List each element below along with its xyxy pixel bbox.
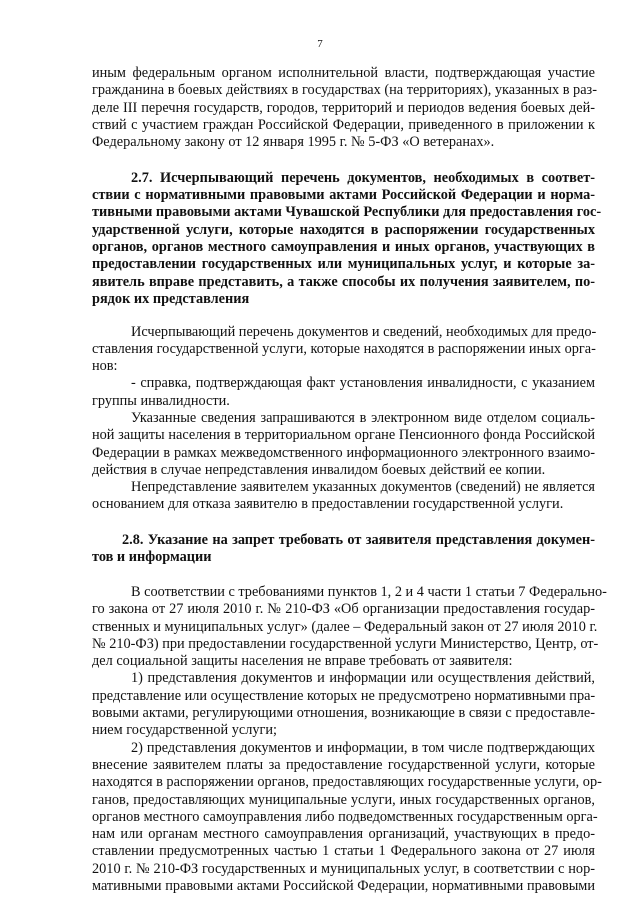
text-line: Исчерпывающий перечень документов и сведений, необходимых для предо- xyxy=(131,323,597,340)
text-line: 2010 г. № 210-ФЗ государственных и муниципальных услуг, в соответствии с нор- xyxy=(92,860,595,877)
section-heading-2-7: рядок их представления xyxy=(92,290,250,307)
text-line: № 210-ФЗ) при предоставлении государственной услуги Министерство, Центр, от- xyxy=(92,635,599,652)
text-line: вовыми актами, регулирующими отношения, возникающие в связи с предоставле- xyxy=(92,705,595,722)
text-line: ганов, предоставляющих муниципальные услуги, иных государственных органов, xyxy=(92,791,595,808)
text-line: деле III перечня государств, городов, территорий и периодов ведения боевых дей- xyxy=(92,99,595,116)
section-heading-2-7: явитель вправе представить, а также способы их получения заявителем, по- xyxy=(92,273,595,290)
text-line: 2) представления документов и информации, в том числе подтверждающих xyxy=(131,739,595,756)
section-heading-2-7: органов, органов местного самоуправления и иных органов, участвующих в xyxy=(92,238,595,255)
section-heading-2-7: ударственной услуги, которые находятся в распоряжении государственных xyxy=(92,221,595,238)
text-line: ствий с участием граждан Российской Федерации, приведенного в приложении к xyxy=(92,116,595,133)
text-line: - справка, подтверждающая факт установления инвалидности, с указанием xyxy=(131,375,595,392)
section-heading-2-8: тов и информации xyxy=(92,549,212,566)
text-line: иным федеральным органом исполнительной власти, подтверждающая участие xyxy=(92,65,595,81)
text-line: нов: xyxy=(92,358,118,375)
section-heading-2-8: 2.8. Указание на запрет требовать от заявителя представления докумен- xyxy=(122,532,595,549)
text-line: го закона от 27 июля 2010 г. № 210-ФЗ «Об организации предоставления государ- xyxy=(92,601,595,618)
text-line: ственных и муниципальных услуг» (далее – Федеральный закон от 27 июля 2010 г. xyxy=(92,618,598,635)
text-line: 1) представления документов и информации или осуществления действий, xyxy=(131,670,595,687)
text-line: нам или органам местного самоуправления организаций, участвующих в предо- xyxy=(92,826,595,843)
text-line: Указанные сведения запрашиваются в электронном виде отделом социаль- xyxy=(131,410,595,426)
section-heading-2-7: ствии с нормативными правовыми актами Российской Федерации и норма- xyxy=(92,187,595,204)
text-line: действия в случае непредставления инвалидом боевых действий ее копии. xyxy=(92,461,546,478)
text-line: Федеральному закону от 12 января 1995 г. № 5-ФЗ «О ветеранах». xyxy=(92,134,495,151)
text-line: дел социальной защиты населения не вправе требовать от заявителя: xyxy=(92,653,513,670)
text-line: представление или осуществление которых не предусмотрено нормативными пра- xyxy=(92,687,596,704)
section-heading-2-7: 2.7. Исчерпывающий перечень документов, необходимых в соответ- xyxy=(131,169,595,186)
text-line: В соответствии с требованиями пунктов 1, 2 и 4 части 1 статьи 7 Федерально- xyxy=(131,583,607,600)
text-line: гражданина в боевых действиях в государствах (на территориях), указанных в раз- xyxy=(92,82,597,99)
text-line: внесение заявителем платы за предоставление государственной услуги, которые xyxy=(92,756,595,773)
text-line: ной защиты населения в территориальном органе Пенсионного фонда Российской xyxy=(92,427,595,444)
section-heading-2-7: предоставлении государственных или муниципальных услуг, и которые за- xyxy=(92,256,595,273)
text-line: нием государственной услуги; xyxy=(92,722,278,739)
text-line: ставления государственной услуги, которые находятся в распоряжении иных орга- xyxy=(92,340,596,357)
text-line: органов местного самоуправления либо подведомственных государственным орга- xyxy=(92,808,598,825)
page-number: 7 xyxy=(317,38,323,50)
text-line: Федерации в рамках межведомственного информационного электронного взаимо- xyxy=(92,444,595,461)
text-line: находятся в распоряжении органов, предоставляющих государственные услуги, ор- xyxy=(92,774,602,791)
text-line: мативными правовыми актами Российской Федерации, нормативными правовыми xyxy=(92,878,595,894)
text-line: основанием для отказа заявителю в предоставлении государственной услуги. xyxy=(92,496,564,513)
text-line: группы инвалидности. xyxy=(92,392,230,409)
section-heading-2-7: тивными правовыми актами Чувашской Республики для предоставления гос- xyxy=(92,204,602,221)
text-line: ставлении предусмотренных частью 1 статьи 1 Федерального закона от 27 июля xyxy=(92,843,595,860)
text-line: Непредставление заявителем указанных документов (сведений) не является xyxy=(131,479,595,496)
